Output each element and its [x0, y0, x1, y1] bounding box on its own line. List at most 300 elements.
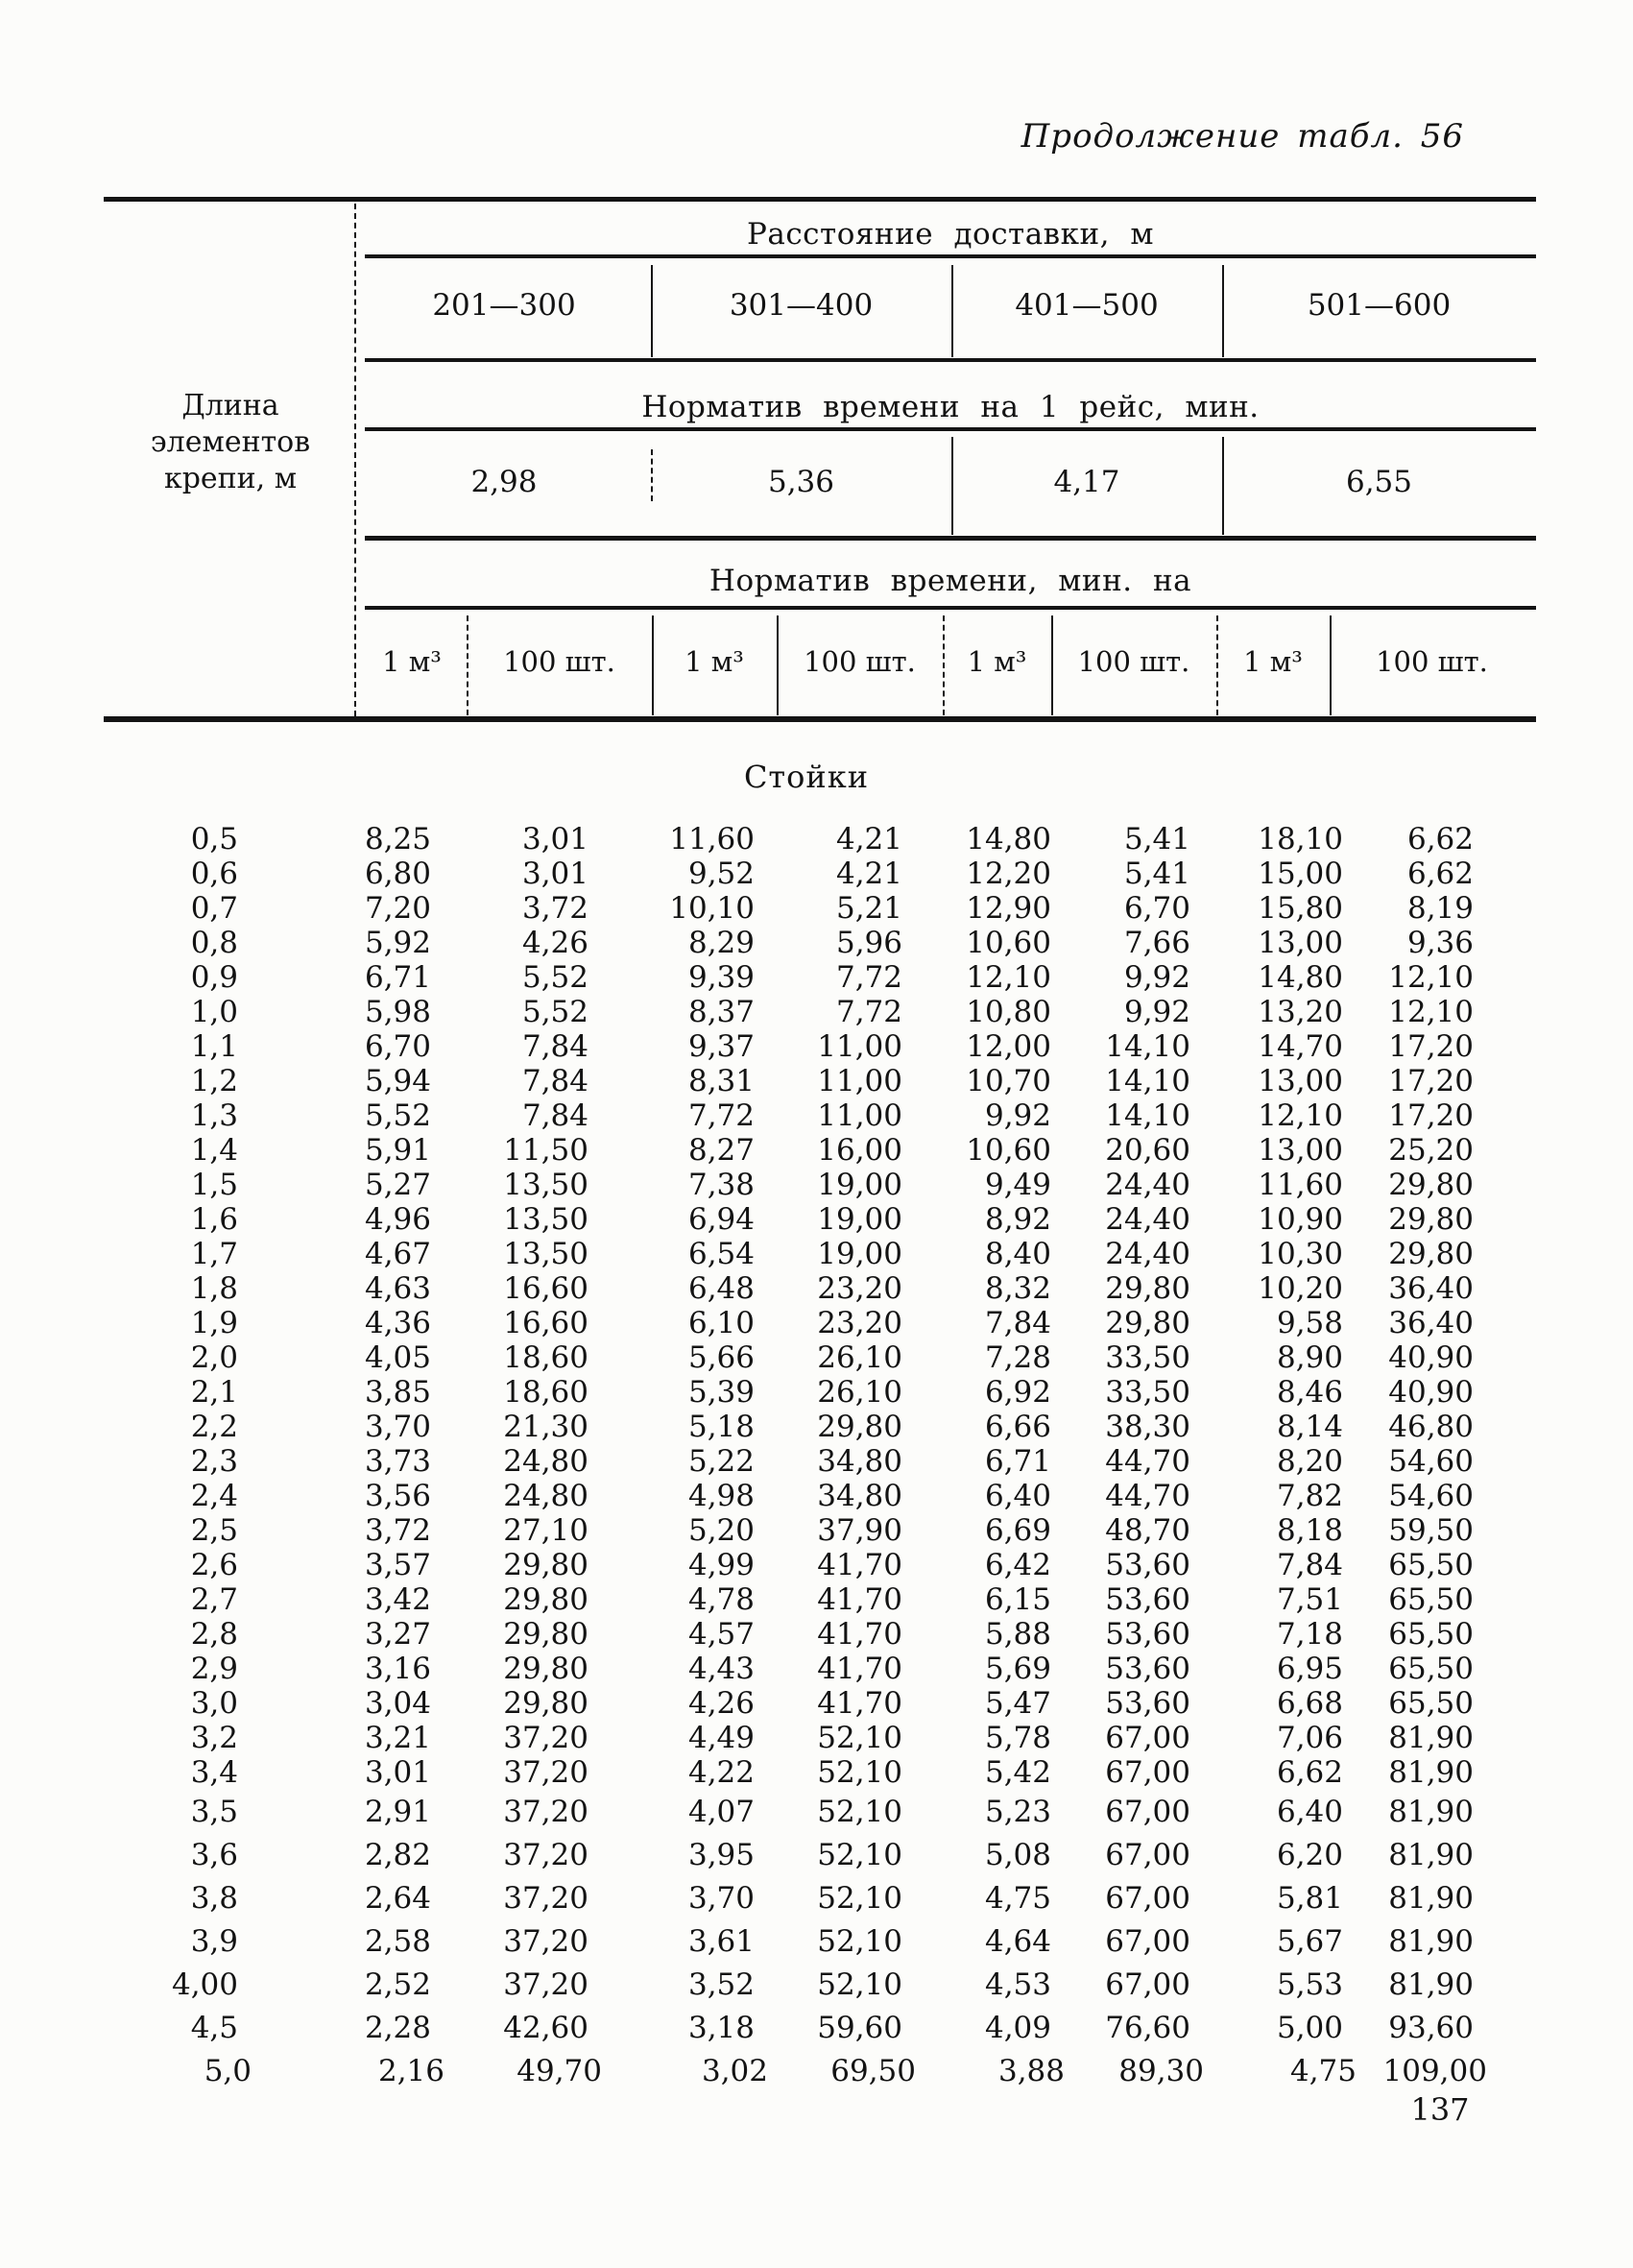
value-cell: 36,40: [1388, 1306, 1474, 1340]
table-row: [106, 1686, 1474, 1721]
value-cell: 3,85: [364, 1375, 431, 1410]
value-cell: 25,20: [1388, 1133, 1474, 1168]
row-length-cell: 1,3: [190, 1098, 238, 1133]
value-cell: 4,98: [687, 1479, 755, 1513]
value-cell: 41,70: [817, 1582, 902, 1617]
value-cell: 10,30: [1258, 1237, 1343, 1271]
value-cell: 26,10: [817, 1340, 902, 1375]
value-cell: 40,90: [1388, 1340, 1474, 1375]
table-row: [106, 1652, 1474, 1686]
value-cell: 59,60: [817, 2010, 902, 2045]
table-row: [106, 1790, 1474, 1833]
value-cell: 8,40: [984, 1237, 1051, 1271]
value-cell: 65,50: [1388, 1548, 1474, 1582]
row-length-cell: 2,0: [190, 1340, 238, 1375]
table-row: [106, 1375, 1474, 1410]
row-length-cell: 3,4: [190, 1755, 238, 1790]
value-cell: 6,40: [984, 1479, 1051, 1513]
value-cell: 3,61: [687, 1923, 755, 1959]
value-cell: 20,60: [1105, 1133, 1190, 1168]
unit-header-8: 100 шт.: [1376, 645, 1488, 678]
value-cell: 5,91: [364, 1133, 431, 1168]
rule-table-top: [104, 197, 1536, 202]
value-cell: 8,27: [687, 1133, 755, 1168]
row-length-cell: 3,6: [190, 1837, 238, 1872]
unit-separator-3: [777, 615, 779, 715]
value-cell: 6,62: [1276, 1755, 1343, 1790]
value-cell: 5,52: [521, 995, 588, 1029]
rule-under-norm-header: [365, 606, 1536, 610]
value-cell: 4,96: [364, 1202, 431, 1237]
value-cell: 93,60: [1388, 2010, 1474, 2045]
row-length-cell: 1,6: [190, 1202, 238, 1237]
value-cell: 37,20: [503, 1923, 588, 1959]
value-cell: 3,01: [521, 857, 588, 891]
value-cell: 7,72: [835, 995, 902, 1029]
value-cell: 10,60: [966, 926, 1051, 960]
value-cell: 14,10: [1105, 1029, 1190, 1064]
rule-under-trip-values: [365, 536, 1536, 541]
row-length-cell: 2,5: [190, 1513, 238, 1548]
value-cell: 21,30: [503, 1410, 588, 1444]
distance-header: Расстояние доставки, м: [746, 217, 1154, 252]
table-row: [106, 960, 1474, 995]
table-row: [106, 1919, 1474, 1963]
row-length-cell: 2,7: [190, 1582, 238, 1617]
row-length-cell: 2,2: [190, 1410, 238, 1444]
value-cell: 6,71: [364, 960, 431, 995]
row-length-cell: 3,0: [190, 1686, 238, 1721]
value-cell: 49,70: [516, 2053, 602, 2088]
value-cell: 7,20: [364, 891, 431, 926]
unit-separator-7: [1330, 615, 1332, 715]
value-cell: 12,20: [966, 857, 1051, 891]
value-cell: 6,94: [687, 1202, 755, 1237]
value-cell: 10,60: [966, 1133, 1051, 1168]
value-cell: 11,60: [669, 822, 755, 857]
value-cell: 24,40: [1105, 1168, 1190, 1202]
value-cell: 7,72: [687, 1098, 755, 1133]
table-row: [106, 1479, 1474, 1513]
value-cell: 4,53: [984, 1966, 1051, 2002]
value-cell: 4,57: [687, 1617, 755, 1652]
row-length-cell: 0,6: [190, 857, 238, 891]
value-cell: 6,15: [984, 1582, 1051, 1617]
value-cell: 2,64: [364, 1880, 431, 1916]
value-cell: 12,00: [966, 1029, 1051, 1064]
value-cell: 5,23: [984, 1794, 1051, 1829]
table-row: [106, 1513, 1474, 1548]
value-cell: 37,20: [503, 1794, 588, 1829]
value-cell: 7,38: [687, 1168, 755, 1202]
value-cell: 4,22: [687, 1755, 755, 1790]
value-cell: 4,64: [984, 1923, 1051, 1959]
trip-separator-1: [651, 449, 653, 501]
value-cell: 8,29: [687, 926, 755, 960]
unit-separator-5: [1051, 615, 1053, 715]
value-cell: 8,90: [1276, 1340, 1343, 1375]
value-cell: 38,30: [1105, 1410, 1190, 1444]
value-cell: 3,01: [521, 822, 588, 857]
rule-header-bottom: [104, 716, 1536, 722]
value-cell: 81,90: [1388, 1966, 1474, 2002]
value-cell: 6,70: [1123, 891, 1190, 926]
value-cell: 5,41: [1123, 822, 1190, 857]
value-cell: 9,37: [687, 1029, 755, 1064]
unit-separator-6: [1216, 615, 1218, 715]
value-cell: 8,46: [1276, 1375, 1343, 1410]
value-cell: 5,92: [364, 926, 431, 960]
value-cell: 5,18: [687, 1410, 755, 1444]
value-cell: 8,92: [984, 1202, 1051, 1237]
value-cell: 14,80: [966, 822, 1051, 857]
value-cell: 7,06: [1276, 1721, 1343, 1755]
table-row: [106, 1876, 1474, 1919]
value-cell: 29,80: [1388, 1237, 1474, 1271]
value-cell: 5,41: [1123, 857, 1190, 891]
table-row: [106, 1963, 1474, 2006]
table-row: [106, 1271, 1474, 1306]
trip-time-header: Норматив времени на 1 рейс, мин.: [641, 390, 1260, 424]
trip-separator-2: [951, 437, 953, 535]
value-cell: 29,80: [503, 1652, 588, 1686]
value-cell: 33,50: [1105, 1375, 1190, 1410]
value-cell: 6,54: [687, 1237, 755, 1271]
stub-header: Длина элементов крепи, м: [150, 389, 311, 495]
trip-time-4: 6,55: [1345, 465, 1413, 499]
value-cell: 5,20: [687, 1513, 755, 1548]
row-length-cell: 1,7: [190, 1237, 238, 1271]
table-row: [106, 1237, 1474, 1271]
table-row: [106, 1755, 1474, 1790]
row-length-cell: 3,5: [190, 1794, 238, 1829]
value-cell: 24,80: [503, 1444, 588, 1479]
value-cell: 19,00: [817, 1202, 902, 1237]
row-length-cell: 1,5: [190, 1168, 238, 1202]
row-length-cell: 2,8: [190, 1617, 238, 1652]
value-cell: 5,66: [687, 1340, 755, 1375]
row-length-cell: 2,9: [190, 1652, 238, 1686]
value-cell: 41,70: [817, 1548, 902, 1582]
value-cell: 7,84: [984, 1306, 1051, 1340]
value-cell: 5,00: [1276, 2010, 1343, 2045]
value-cell: 3,04: [364, 1686, 431, 1721]
value-cell: 6,71: [984, 1444, 1051, 1479]
value-cell: 23,20: [817, 1271, 902, 1306]
value-cell: 5,42: [984, 1755, 1051, 1790]
value-cell: 69,50: [830, 2053, 916, 2088]
value-cell: 3,73: [364, 1444, 431, 1479]
value-cell: 13,50: [503, 1168, 588, 1202]
value-cell: 67,00: [1105, 1837, 1190, 1872]
value-cell: 6,69: [984, 1513, 1051, 1548]
value-cell: 8,31: [687, 1064, 755, 1098]
value-cell: 8,18: [1276, 1513, 1343, 1548]
value-cell: 3,42: [364, 1582, 431, 1617]
value-cell: 5,21: [835, 891, 902, 926]
value-cell: 6,10: [687, 1306, 755, 1340]
table-row: [106, 1721, 1474, 1755]
value-cell: 6,68: [1276, 1686, 1343, 1721]
value-cell: 13,20: [1258, 995, 1343, 1029]
row-length-cell: 2,6: [190, 1548, 238, 1582]
value-cell: 3,72: [521, 891, 588, 926]
unit-header-7: 1 м³: [1243, 645, 1303, 678]
value-cell: 41,70: [817, 1652, 902, 1686]
value-cell: 81,90: [1388, 1880, 1474, 1916]
value-cell: 52,10: [817, 1755, 902, 1790]
value-cell: 6,48: [687, 1271, 755, 1306]
value-cell: 48,70: [1105, 1513, 1190, 1548]
value-cell: 7,84: [521, 1029, 588, 1064]
table-row: [106, 1444, 1474, 1479]
value-cell: 2,58: [364, 1923, 431, 1959]
value-cell: 8,19: [1406, 891, 1474, 926]
unit-header-4: 100 шт.: [804, 645, 916, 678]
value-cell: 8,25: [364, 822, 431, 857]
value-cell: 7,84: [521, 1098, 588, 1133]
value-cell: 5,94: [364, 1064, 431, 1098]
row-length-cell: 1,8: [190, 1271, 238, 1306]
value-cell: 4,21: [835, 857, 902, 891]
value-cell: 5,22: [687, 1444, 755, 1479]
distance-range-4: 501—600: [1307, 288, 1452, 323]
value-cell: 7,72: [835, 960, 902, 995]
value-cell: 81,90: [1388, 1755, 1474, 1790]
value-cell: 44,70: [1105, 1444, 1190, 1479]
value-cell: 4,75: [984, 1880, 1051, 1916]
value-cell: 24,80: [503, 1479, 588, 1513]
value-cell: 5,52: [364, 1098, 431, 1133]
rule-under-distance-header: [365, 254, 1536, 258]
value-cell: 3,01: [364, 1755, 431, 1790]
value-cell: 2,16: [377, 2053, 444, 2088]
value-cell: 29,80: [1388, 1168, 1474, 1202]
row-length-cell: 1,2: [190, 1064, 238, 1098]
table-row: [106, 2049, 1474, 2092]
value-cell: 8,32: [984, 1271, 1051, 1306]
value-cell: 2,91: [364, 1794, 431, 1829]
value-cell: 3,16: [364, 1652, 431, 1686]
value-cell: 12,10: [1388, 995, 1474, 1029]
value-cell: 5,69: [984, 1652, 1051, 1686]
unit-header-2: 100 шт.: [503, 645, 615, 678]
value-cell: 5,52: [521, 960, 588, 995]
value-cell: 13,50: [503, 1237, 588, 1271]
value-cell: 17,20: [1388, 1064, 1474, 1098]
value-cell: 4,26: [687, 1686, 755, 1721]
value-cell: 8,14: [1276, 1410, 1343, 1444]
value-cell: 29,80: [817, 1410, 902, 1444]
value-cell: 2,52: [364, 1966, 431, 2002]
value-cell: 41,70: [817, 1686, 902, 1721]
row-length-cell: 1,9: [190, 1306, 238, 1340]
value-cell: 53,60: [1105, 1548, 1190, 1582]
value-cell: 4,26: [521, 926, 588, 960]
table-row: [106, 1617, 1474, 1652]
value-cell: 54,60: [1388, 1479, 1474, 1513]
value-cell: 7,84: [521, 1064, 588, 1098]
value-cell: 29,80: [503, 1582, 588, 1617]
row-length-cell: 4,00: [171, 1966, 238, 2002]
value-cell: 6,40: [1276, 1794, 1343, 1829]
value-cell: 3,02: [701, 2053, 768, 2088]
trip-time-1: 2,98: [470, 465, 538, 499]
value-cell: 4,99: [687, 1548, 755, 1582]
continuation-title: Продолжение табл. 56: [1021, 117, 1464, 156]
value-cell: 7,66: [1123, 926, 1190, 960]
table-body: [106, 822, 1487, 2092]
value-cell: 11,50: [503, 1133, 588, 1168]
stub-divider-line: [354, 204, 356, 716]
trip-time-2: 5,36: [767, 465, 835, 499]
value-cell: 81,90: [1388, 1837, 1474, 1872]
range-separator-3: [1222, 265, 1224, 357]
value-cell: 23,20: [817, 1306, 902, 1340]
value-cell: 67,00: [1105, 1794, 1190, 1829]
value-cell: 11,00: [817, 1064, 902, 1098]
value-cell: 4,78: [687, 1582, 755, 1617]
value-cell: 37,20: [503, 1721, 588, 1755]
value-cell: 29,80: [503, 1686, 588, 1721]
table-row: [106, 1833, 1474, 1876]
value-cell: 37,20: [503, 1966, 588, 2002]
value-cell: 3,88: [997, 2053, 1065, 2088]
value-cell: 16,60: [503, 1306, 588, 1340]
value-cell: 6,92: [984, 1375, 1051, 1410]
value-cell: 37,90: [817, 1513, 902, 1548]
value-cell: 34,80: [817, 1479, 902, 1513]
row-length-cell: 3,2: [190, 1721, 238, 1755]
value-cell: 37,20: [503, 1880, 588, 1916]
value-cell: 67,00: [1105, 1755, 1190, 1790]
row-length-cell: 1,4: [190, 1133, 238, 1168]
value-cell: 52,10: [817, 1923, 902, 1959]
value-cell: 7,82: [1276, 1479, 1343, 1513]
value-cell: 81,90: [1388, 1923, 1474, 1959]
value-cell: 5,98: [364, 995, 431, 1029]
value-cell: 29,80: [503, 1617, 588, 1652]
table-row: [106, 891, 1474, 926]
value-cell: 9,58: [1276, 1306, 1343, 1340]
value-cell: 5,08: [984, 1837, 1051, 1872]
value-cell: 5,39: [687, 1375, 755, 1410]
table-row: [106, 1202, 1474, 1237]
unit-header-3: 1 м³: [684, 645, 744, 678]
table-row: [106, 1548, 1474, 1582]
value-cell: 6,20: [1276, 1837, 1343, 1872]
value-cell: 52,10: [817, 1880, 902, 1916]
value-cell: 41,70: [817, 1617, 902, 1652]
value-cell: 7,18: [1276, 1617, 1343, 1652]
value-cell: 16,60: [503, 1271, 588, 1306]
value-cell: 2,28: [364, 2010, 431, 2045]
value-cell: 37,20: [503, 1837, 588, 1872]
value-cell: 36,40: [1388, 1271, 1474, 1306]
value-cell: 34,80: [817, 1444, 902, 1479]
unit-header-1: 1 м³: [382, 645, 442, 678]
value-cell: 18,10: [1258, 822, 1343, 857]
value-cell: 29,80: [1105, 1306, 1190, 1340]
value-cell: 67,00: [1105, 1880, 1190, 1916]
value-cell: 9,92: [1123, 995, 1190, 1029]
value-cell: 33,50: [1105, 1340, 1190, 1375]
value-cell: 10,20: [1258, 1271, 1343, 1306]
value-cell: 10,70: [966, 1064, 1051, 1098]
table-row: [106, 995, 1474, 1029]
value-cell: 12,90: [966, 891, 1051, 926]
value-cell: 59,50: [1388, 1513, 1474, 1548]
value-cell: 3,72: [364, 1513, 431, 1548]
row-length-cell: 0,9: [190, 960, 238, 995]
value-cell: 81,90: [1388, 1721, 1474, 1755]
value-cell: 18,60: [503, 1340, 588, 1375]
value-cell: 42,60: [503, 2010, 588, 2045]
value-cell: 3,52: [687, 1966, 755, 2002]
value-cell: 11,60: [1258, 1168, 1343, 1202]
row-length-cell: 2,3: [190, 1444, 238, 1479]
value-cell: 44,70: [1105, 1479, 1190, 1513]
value-cell: 5,81: [1276, 1880, 1343, 1916]
value-cell: 4,63: [364, 1271, 431, 1306]
value-cell: 76,60: [1105, 2010, 1190, 2045]
row-length-cell: 0,7: [190, 891, 238, 926]
table-row: [106, 822, 1474, 857]
value-cell: 15,80: [1258, 891, 1343, 926]
value-cell: 40,90: [1388, 1375, 1474, 1410]
row-length-cell: 4,5: [190, 2010, 238, 2045]
value-cell: 5,96: [835, 926, 902, 960]
value-cell: 19,00: [817, 1237, 902, 1271]
value-cell: 10,90: [1258, 1202, 1343, 1237]
value-cell: 6,80: [364, 857, 431, 891]
row-length-cell: 3,9: [190, 1923, 238, 1959]
value-cell: 46,80: [1388, 1410, 1474, 1444]
value-cell: 5,53: [1276, 1966, 1343, 2002]
value-cell: 5,27: [364, 1168, 431, 1202]
value-cell: 4,07: [687, 1794, 755, 1829]
value-cell: 9,92: [984, 1098, 1051, 1133]
value-cell: 7,51: [1276, 1582, 1343, 1617]
value-cell: 4,67: [364, 1237, 431, 1271]
value-cell: 16,00: [817, 1133, 902, 1168]
value-cell: 52,10: [817, 1837, 902, 1872]
value-cell: 17,20: [1388, 1029, 1474, 1064]
value-cell: 7,28: [984, 1340, 1051, 1375]
value-cell: 6,42: [984, 1548, 1051, 1582]
value-cell: 4,49: [687, 1721, 755, 1755]
value-cell: 8,37: [687, 995, 755, 1029]
value-cell: 65,50: [1388, 1652, 1474, 1686]
table-row: [106, 1582, 1474, 1617]
value-cell: 67,00: [1105, 1721, 1190, 1755]
value-cell: 6,66: [984, 1410, 1051, 1444]
value-cell: 3,70: [687, 1880, 755, 1916]
value-cell: 9,36: [1406, 926, 1474, 960]
value-cell: 81,90: [1388, 1794, 1474, 1829]
value-cell: 109,00: [1382, 2053, 1487, 2088]
row-length-cell: 3,8: [190, 1880, 238, 1916]
value-cell: 65,50: [1388, 1582, 1474, 1617]
value-cell: 53,60: [1105, 1652, 1190, 1686]
value-cell: 4,43: [687, 1652, 755, 1686]
table-row: [106, 1029, 1474, 1064]
value-cell: 3,27: [364, 1617, 431, 1652]
rule-under-ranges: [365, 358, 1536, 362]
value-cell: 19,00: [817, 1168, 902, 1202]
table-row: [106, 1168, 1474, 1202]
range-separator-1: [651, 265, 653, 357]
